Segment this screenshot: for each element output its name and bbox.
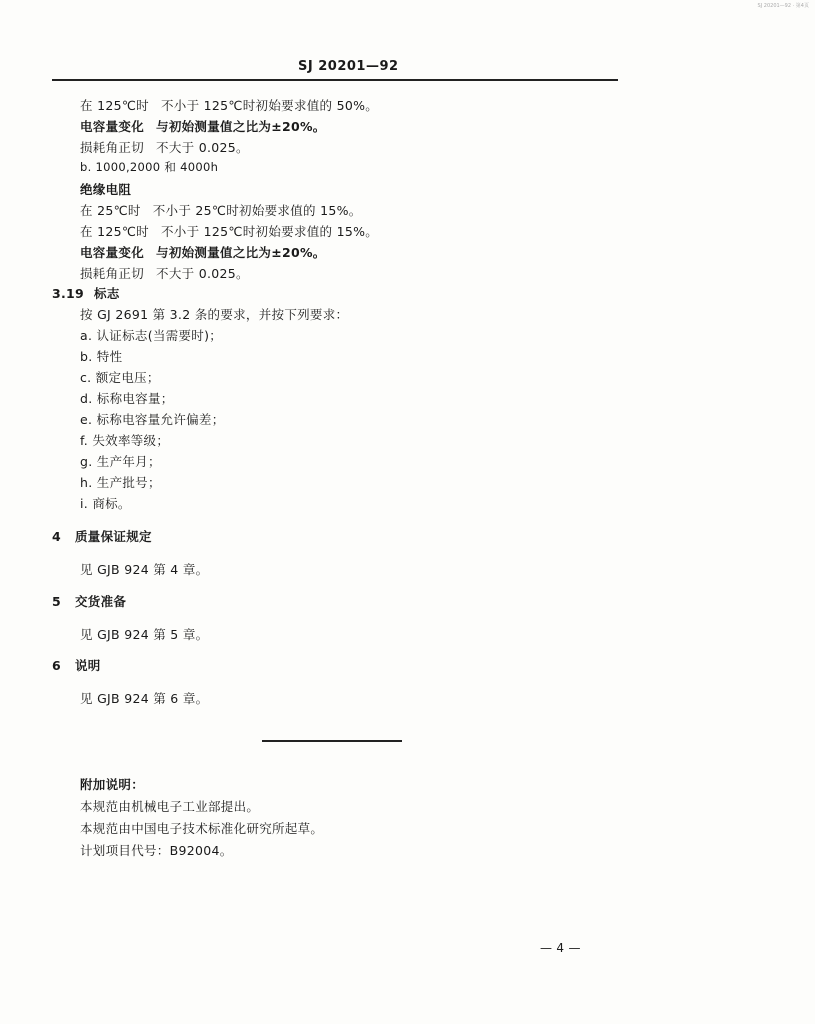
list-item: d. 标称电容量；	[80, 391, 174, 406]
section-number: 5	[52, 594, 61, 609]
section-heading	[52, 527, 152, 545]
spec-line	[80, 201, 362, 219]
list-item: e. 标称电容量允许偏差；	[80, 412, 225, 427]
spec-label: 在 125℃时	[80, 98, 149, 113]
spec-line	[80, 117, 326, 135]
spec-line	[80, 222, 378, 240]
section-heading	[52, 656, 101, 674]
list-item: b. 特性	[80, 349, 123, 364]
appendix-line: 计划项目代号：B92004。	[80, 843, 233, 858]
section-number: 3.19	[52, 286, 85, 301]
appendix-heading: 附加说明：	[80, 777, 145, 792]
spec-label: 损耗角正切	[80, 140, 145, 155]
page-number: — 4 —	[540, 941, 581, 955]
list-item: h. 生产批号；	[80, 475, 161, 490]
list-item: c. 额定电压；	[80, 370, 160, 385]
corner-mark: SJ 20201—92 · 第4页	[757, 3, 809, 9]
section-body: 见 GJB 924 第 5 章。	[80, 627, 209, 642]
spec-label: 在 125℃时	[80, 224, 149, 239]
spec-line	[80, 264, 249, 282]
spec-line: b. 1000,2000 和 4000h	[80, 160, 219, 174]
section-body: 见 GJB 924 第 4 章。	[80, 562, 209, 577]
section-title: 说明	[75, 658, 101, 673]
list-item: a. 认证标志(当需要时)；	[80, 328, 223, 343]
spec-value: 不大于 0.025。	[156, 140, 249, 155]
spec-label: 电容量变化	[80, 119, 145, 134]
end-rule	[262, 740, 402, 742]
spec-value: 与初始测量值之比为±20%。	[156, 245, 326, 260]
header-rule	[52, 79, 618, 81]
appendix-line: 本规范由机械电子工业部提出。	[80, 799, 260, 814]
spec-value: 不小于 125℃时初始要求值的 50%。	[160, 98, 379, 113]
spec-subheading: 绝缘电阻	[80, 182, 132, 197]
section-intro: 按 GJ 2691 第 3.2 条的要求，并按下列要求：	[80, 307, 349, 322]
section-body: 见 GJB 924 第 6 章。	[80, 691, 209, 706]
spec-line	[80, 96, 378, 114]
section-title: 交货准备	[75, 594, 127, 609]
page-header: SJ 20201—92	[298, 59, 399, 74]
spec-line	[80, 243, 326, 261]
list-item: g. 生产年月；	[80, 454, 161, 469]
section-number: 4	[52, 529, 61, 544]
spec-line	[80, 138, 249, 156]
spec-value: 与初始测量值之比为±20%。	[156, 119, 326, 134]
section-heading	[52, 592, 126, 610]
appendix-line: 本规范由中国电子技术标准化研究所起草。	[80, 821, 324, 836]
spec-label: 损耗角正切	[80, 266, 145, 281]
section-title: 质量保证规定	[75, 529, 152, 544]
section-title: 标志	[94, 286, 120, 301]
spec-value: 不小于 25℃时初始要求值的 15%。	[152, 203, 362, 218]
spec-value: 不小于 125℃时初始要求值的 15%。	[160, 224, 379, 239]
list-item: i. 商标。	[80, 496, 131, 511]
spec-label: 在 25℃时	[80, 203, 141, 218]
section-heading	[52, 284, 120, 302]
spec-value: 不大于 0.025。	[156, 266, 249, 281]
list-item: f. 失效率等级；	[80, 433, 170, 448]
spec-label: 电容量变化	[80, 245, 145, 260]
section-number: 6	[52, 658, 61, 673]
